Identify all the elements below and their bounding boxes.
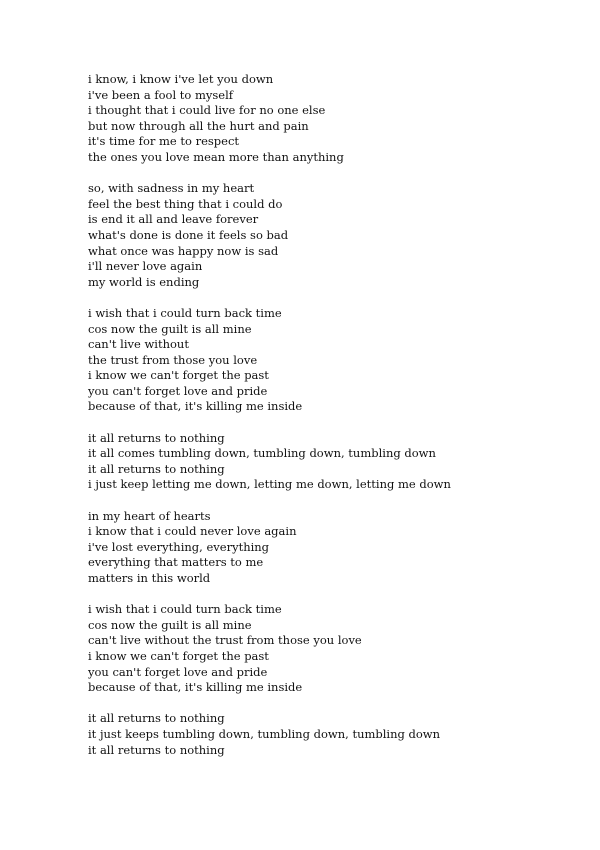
- stanza: [88, 431, 568, 493]
- stanza: [88, 181, 568, 290]
- lyric-line: i wish that i could turn back time: [88, 602, 282, 617]
- lyric-line: it just keeps tumbling down, tumbling down, tumbling down: [88, 726, 441, 741]
- stanza: [88, 602, 568, 696]
- stanza: [88, 306, 568, 415]
- lyric-line: i'll never love again: [88, 259, 203, 274]
- lyric-line: i've been a fool to myself: [88, 87, 234, 102]
- lyric-line: i know, i know i've let you down: [88, 72, 274, 86]
- lyric-line: everything that matters to me: [88, 555, 264, 570]
- lyric-line: i know we can't forget the past: [88, 648, 269, 663]
- stanza: [88, 711, 568, 758]
- lyric-line: matters in this world: [88, 571, 211, 585]
- lyric-line: i thought that i could live for no one else: [88, 103, 326, 118]
- lyric-line: i've lost everything, everything: [88, 539, 270, 554]
- lyric-line: what's done is done it feels so bad: [88, 227, 289, 242]
- lyric-line: the trust from those you love: [88, 352, 258, 367]
- lyric-line: it's time for me to respect: [88, 134, 240, 149]
- lyric-line: because of that, it's killing me inside: [88, 399, 303, 414]
- lyric-line: you can't forget love and pride: [88, 383, 268, 398]
- lyric-line: it all returns to nothing: [88, 711, 225, 726]
- stanza: [88, 72, 568, 166]
- lyrics-text: [88, 72, 568, 774]
- lyric-line: cos now the guilt is all mine: [88, 617, 252, 632]
- lyric-line: i just keep letting me down, letting me down, letting me down: [88, 477, 451, 492]
- lyric-line: it all returns to nothing: [88, 742, 225, 757]
- lyric-line: what once was happy now is sad: [88, 243, 279, 258]
- lyric-line: in my heart of hearts: [88, 508, 211, 523]
- lyric-line: it all comes tumbling down, tumbling down, tumbling down: [88, 446, 436, 461]
- lyric-line: you can't forget love and pride: [88, 664, 268, 679]
- lyric-line: can't live without the trust from those you love: [88, 633, 362, 648]
- lyric-line: because of that, it's killing me inside: [88, 680, 303, 695]
- lyric-line: so, with sadness in my heart: [88, 181, 255, 196]
- lyric-line: i know that i could never love again: [88, 524, 297, 539]
- stanza: [88, 509, 568, 587]
- lyric-line: i know we can't forget the past: [88, 368, 269, 383]
- lyric-line: it all returns to nothing: [88, 430, 225, 445]
- lyric-line: feel the best thing that i could do: [88, 196, 283, 211]
- lyric-line: can't live without: [88, 337, 189, 352]
- lyric-line: it all returns to nothing: [88, 461, 225, 476]
- lyric-line: i wish that i could turn back time: [88, 305, 282, 320]
- lyric-line: the ones you love mean more than anything: [88, 149, 344, 164]
- lyric-line: but now through all the hurt and pain: [88, 118, 309, 133]
- lyric-line: my world is ending: [88, 274, 200, 289]
- lyric-line: is end it all and leave forever: [88, 212, 259, 227]
- lyric-line: cos now the guilt is all mine: [88, 321, 252, 336]
